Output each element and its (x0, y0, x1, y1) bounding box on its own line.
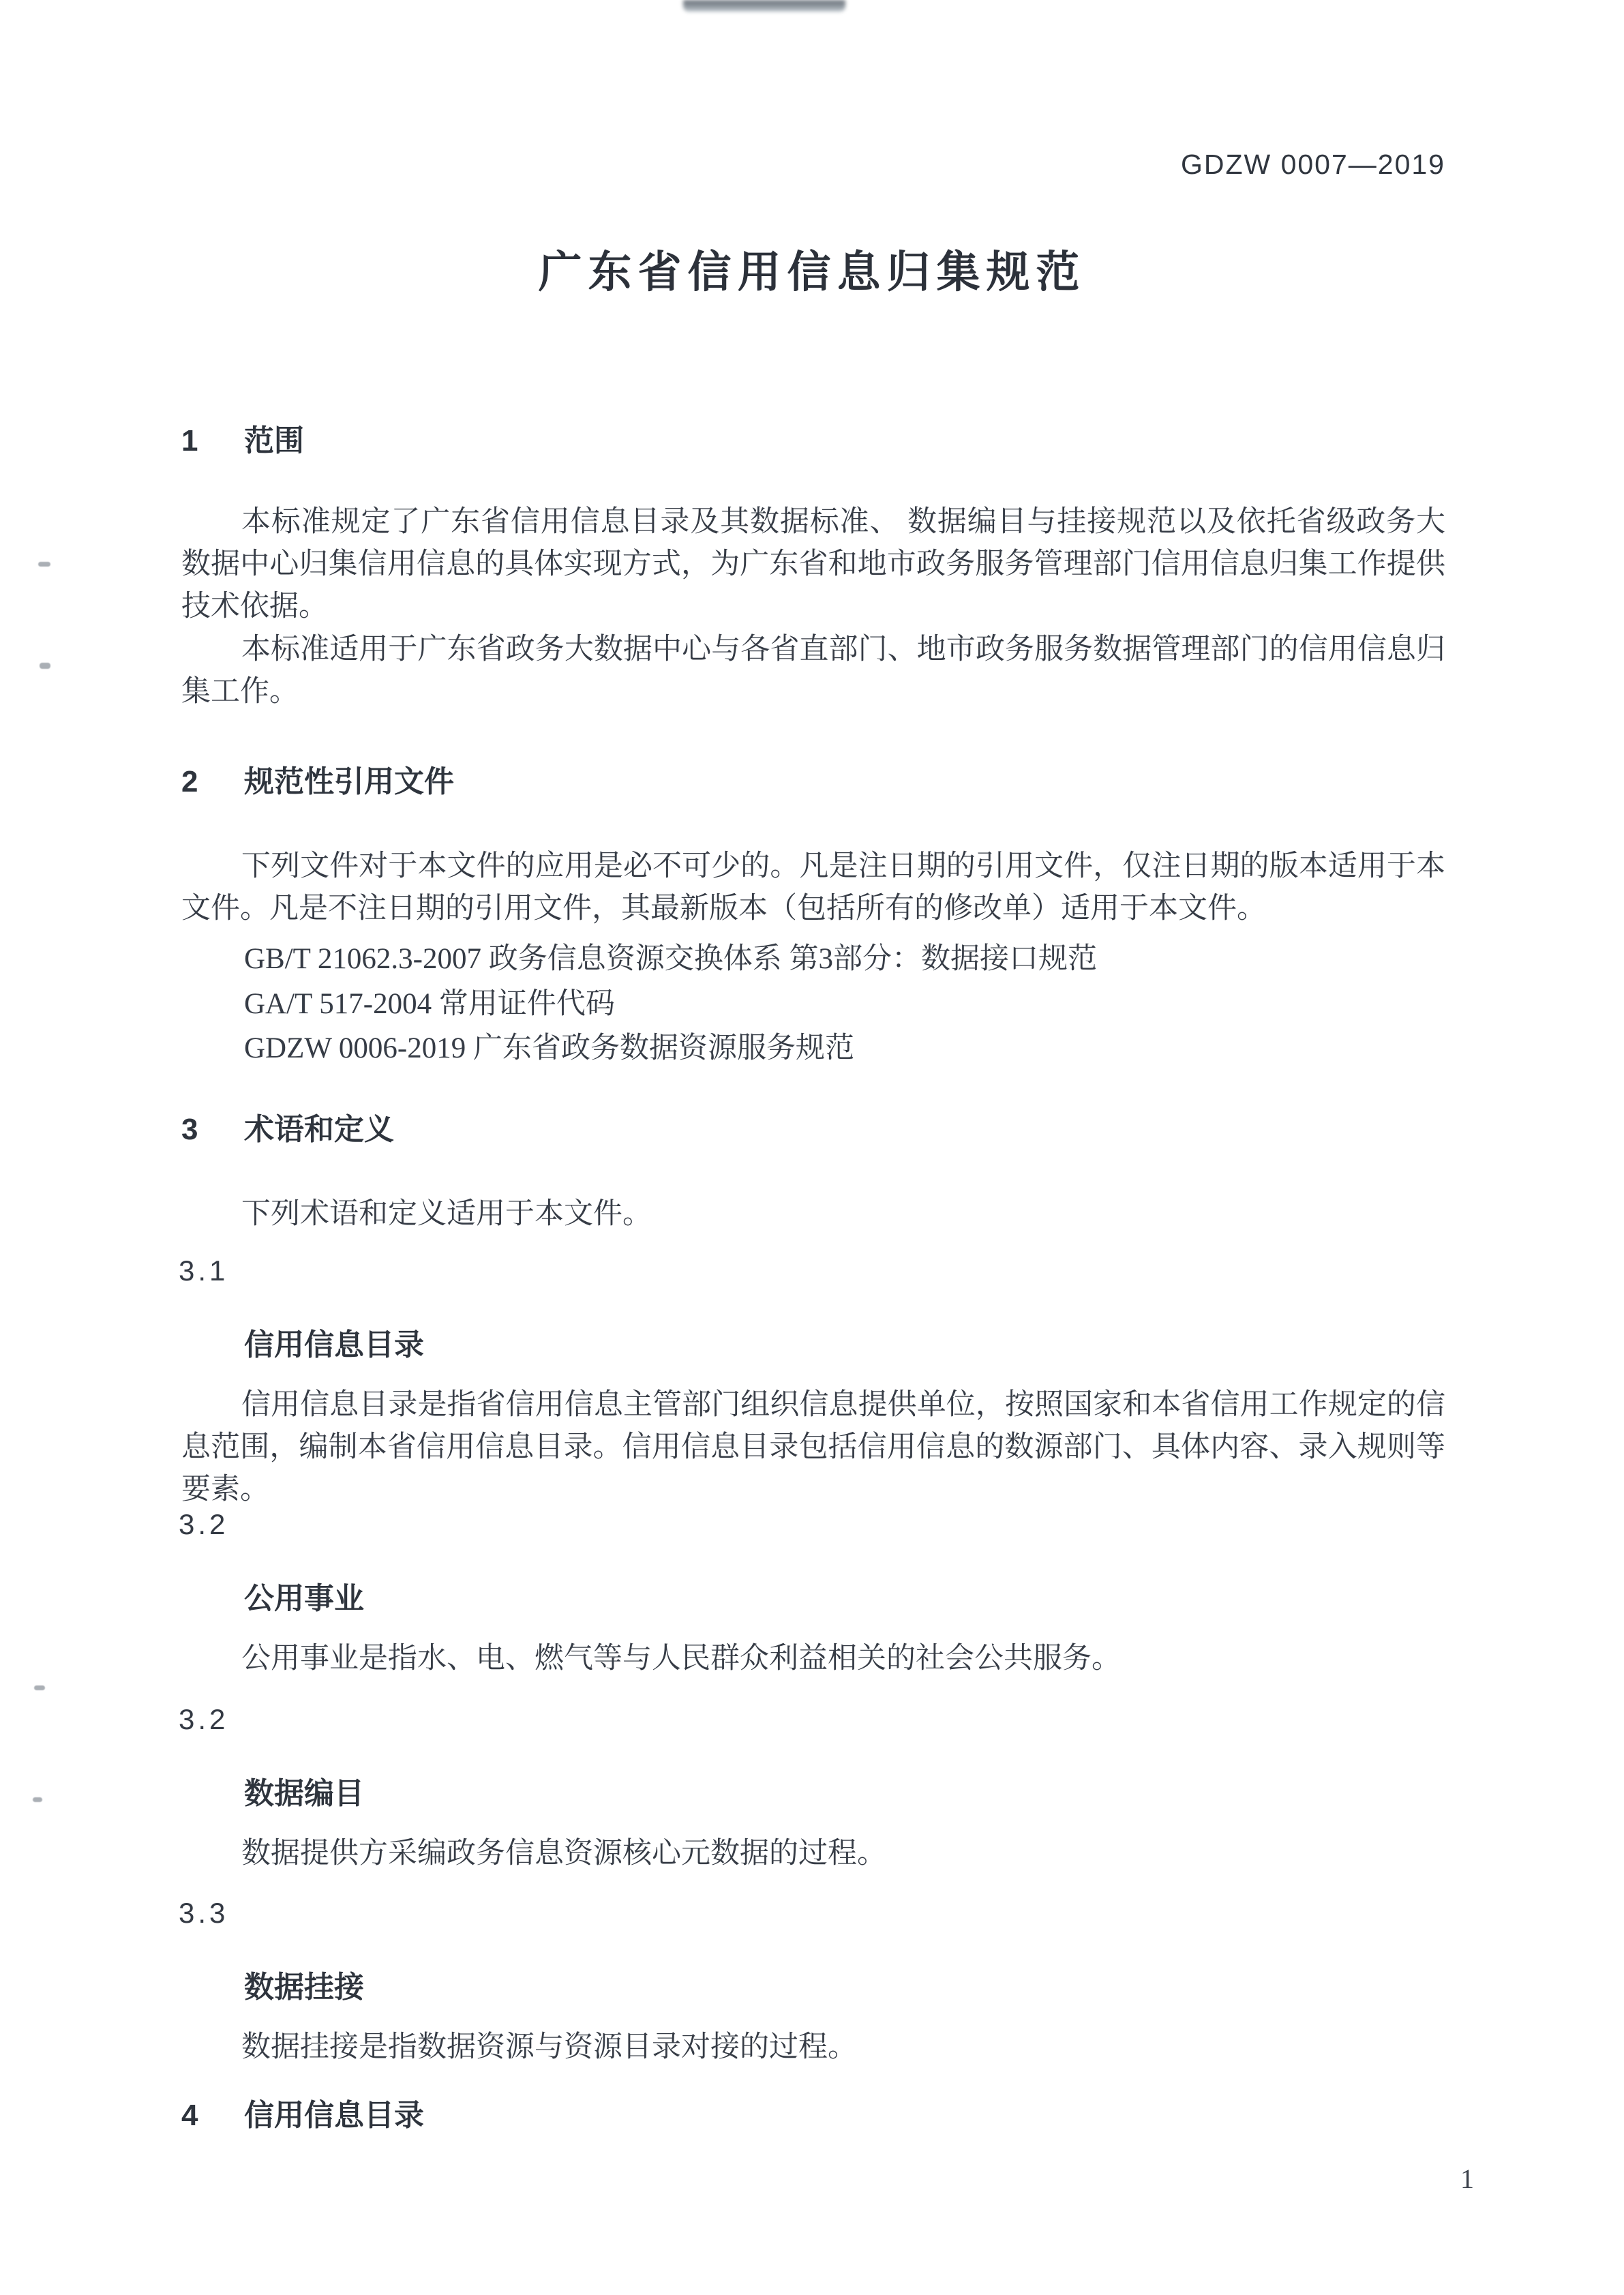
document-title: 广东省信用信息归集规范 (538, 247, 1086, 297)
reference-item: GB/T 21062.3-2007 政务信息资源交换体系 第3部分：数据接口规范 (244, 943, 1097, 975)
section-4-number: 4 (181, 2099, 198, 2132)
scan-mark (40, 663, 50, 669)
scan-mark (38, 562, 50, 567)
term-number: 3.2 (179, 1703, 229, 1735)
section-2-number: 2 (181, 765, 198, 798)
document-code: GDZW 0007—2019 (1180, 149, 1445, 180)
scan-mark (33, 1797, 42, 1802)
term-number: 3.3 (179, 1897, 229, 1929)
section-3-number: 3 (181, 1113, 198, 1146)
term-number: 3.1 (179, 1255, 229, 1287)
section-1-title: 范围 (244, 424, 304, 457)
reference-item: GA/T 517-2004 常用证件代码 (244, 988, 615, 1020)
section-2-title: 规范性引用文件 (244, 765, 454, 798)
reference-item: GDZW 0006-2019 广东省政务数据资源服务规范 (244, 1032, 855, 1064)
term-definition: 数据提供方采编政务信息资源核心元数据的过程。 (241, 1837, 886, 1870)
term-title: 公用事业 (244, 1582, 364, 1615)
section-1-heading (181, 416, 304, 460)
section-4-heading (181, 2090, 424, 2134)
scan-smudge-top (683, 0, 845, 12)
section-3-intro: 下列术语和定义适用于本文件。 (241, 1198, 652, 1230)
term-definition: 公用事业是指水、电、燃气等与人民群众利益相关的社会公共服务。 (241, 1642, 1121, 1675)
term-definition: 信用信息目录是指省信用信息主管部门组织信息提供单位，按照国家和本省信用工作规定的信息范围，编制本省信用信息目录。信用信息目录包括信用信息的数源部门、具体内容、录入规则等要素。 (181, 1389, 1445, 1505)
term-number: 3.2 (179, 1508, 229, 1540)
section-1-number: 1 (181, 424, 198, 457)
section-3-title: 术语和定义 (244, 1113, 394, 1146)
section-4-title: 信用信息目录 (244, 2099, 424, 2132)
term-title: 数据编目 (244, 1777, 364, 1810)
term-title: 数据挂接 (244, 1970, 364, 2004)
section-3-heading (181, 1105, 394, 1148)
term-definition: 数据挂接是指数据资源与资源目录对接的过程。 (241, 2031, 857, 2063)
section-1-paragraph: 本标准适用于广东省政务大数据中心与各省直部门、地市政务服务数据管理部门的信用信息归集工作。 (181, 633, 1445, 708)
page-number: 1 (1460, 2163, 1474, 2194)
section-1-paragraph: 本标准规定了广东省信用信息目录及其数据标准、 数据编目与挂接规范以及依托省级政务大数据中心归集信用信息的具体实现方式，为广东省和地市政务服务管理部门信用信息归集工作提供技术依据。 (181, 506, 1445, 622)
section-2-heading (181, 757, 454, 800)
scan-mark (34, 1685, 45, 1690)
term-title: 信用信息目录 (244, 1328, 424, 1362)
section-2-paragraph: 下列文件对于本文件的应用是必不可少的。凡是注日期的引用文件，仅注日期的版本适用于本文件。凡是不注日期的引用文件，其最新版本（包括所有的修改单）适用于本文件。 (181, 850, 1445, 925)
